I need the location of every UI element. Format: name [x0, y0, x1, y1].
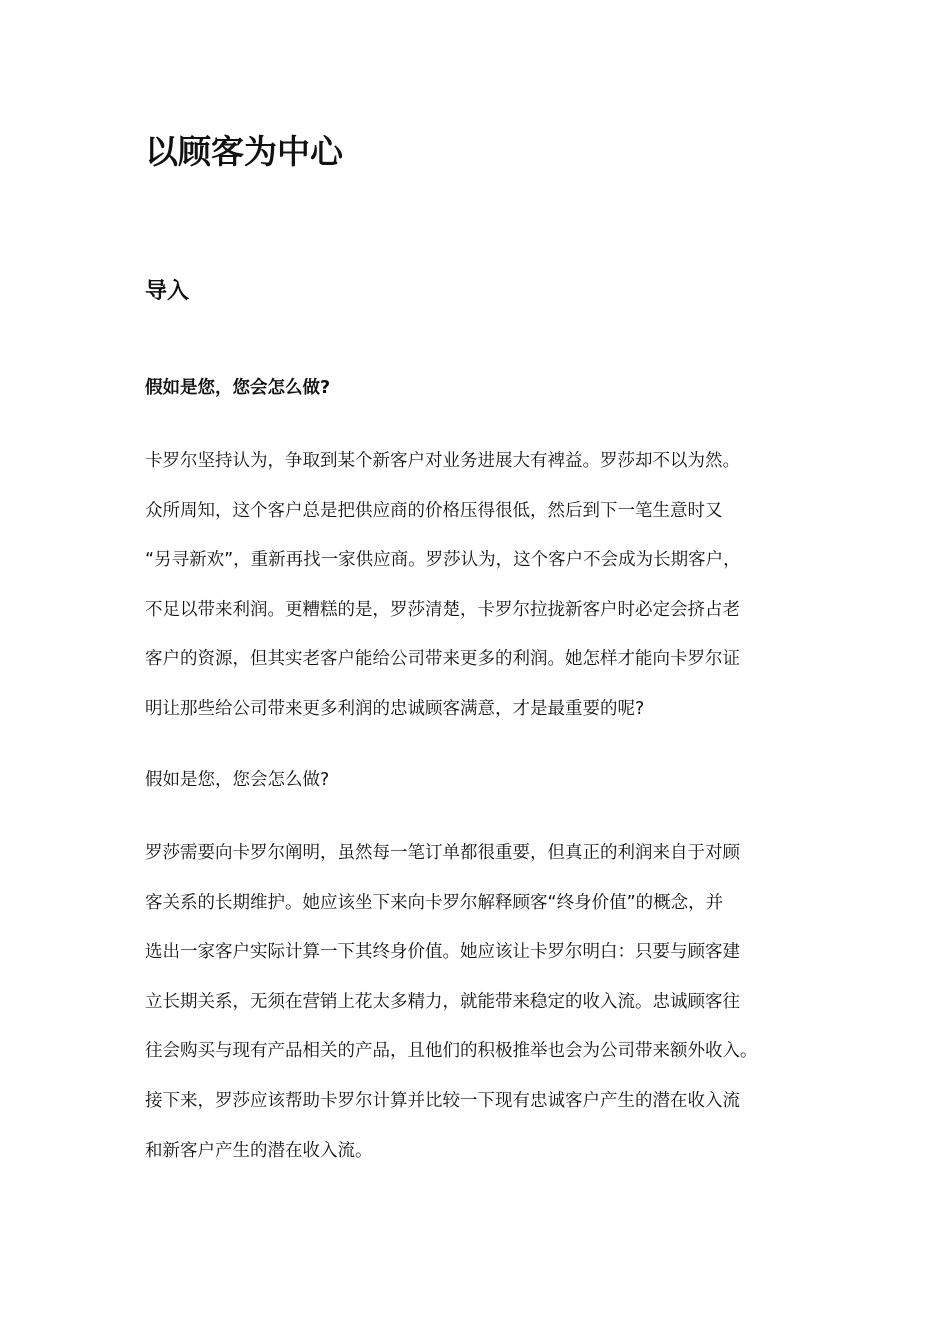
paragraph-line: 接下来，罗莎应该帮助卡罗尔计算并比较一下现有忠诚客户产生的潜在收入流	[145, 1090, 740, 1111]
paragraph-line: 不足以带来利润。更糟糕的是，罗莎清楚，卡罗尔拉拢新客户时必定会挤占老	[145, 599, 740, 620]
paragraph-line: 往会购买与现有产品相关的产品，且他们的积极推举也会为公司带来额外收入。	[145, 1041, 758, 1062]
question-heading: 假如是您，您会怎么做?	[145, 378, 331, 398]
paragraph-line: 客户的资源，但其实老客户能给公司带来更多的利润。她怎样才能向卡罗尔证	[145, 649, 740, 670]
page-title: 以顾客为中心	[145, 132, 343, 171]
paragraph-answer	[145, 829, 825, 1176]
paragraph-line: 罗莎需要向卡罗尔阐明，虽然每一笔订单都很重要，但真正的利润来自于对顾	[145, 843, 740, 863]
paragraph-line: 立长期关系，无须在营销上花太多精力，就能带来稳定的收入流。忠诚顾客往	[145, 991, 740, 1012]
paragraph-line: 众所周知，这个客户总是把供应商的价格压得很低，然后到下一笔生意时又	[145, 500, 723, 521]
paragraph-line: 和新客户产生的潜在收入流。	[145, 1140, 373, 1161]
paragraph-line: 假如是您，您会怎么做?	[145, 770, 330, 790]
section-heading-intro: 导入	[145, 279, 190, 304]
paragraph-line: 选出一家客户实际计算一下其终身价值。她应该让卡罗尔明白：只要与顾客建	[145, 942, 740, 963]
paragraph-scenario	[145, 437, 825, 735]
paragraph-question	[145, 756, 825, 806]
paragraph-line: “另寻新欢”，重新再找一家供应商。罗莎认为，这个客户不会成为长期客户，	[145, 550, 741, 571]
paragraph-line: 客关系的长期维护。她应该坐下来向卡罗尔解释顾客“终身价值”的概念，并	[145, 892, 724, 913]
paragraph-line: 明让那些给公司带来更多利润的忠诚顾客满意，才是最重要的呢?	[145, 698, 645, 719]
paragraph-line: 卡罗尔坚持认为，争取到某个新客户对业务进展大有裨益。罗莎却不以为然。	[145, 451, 740, 471]
